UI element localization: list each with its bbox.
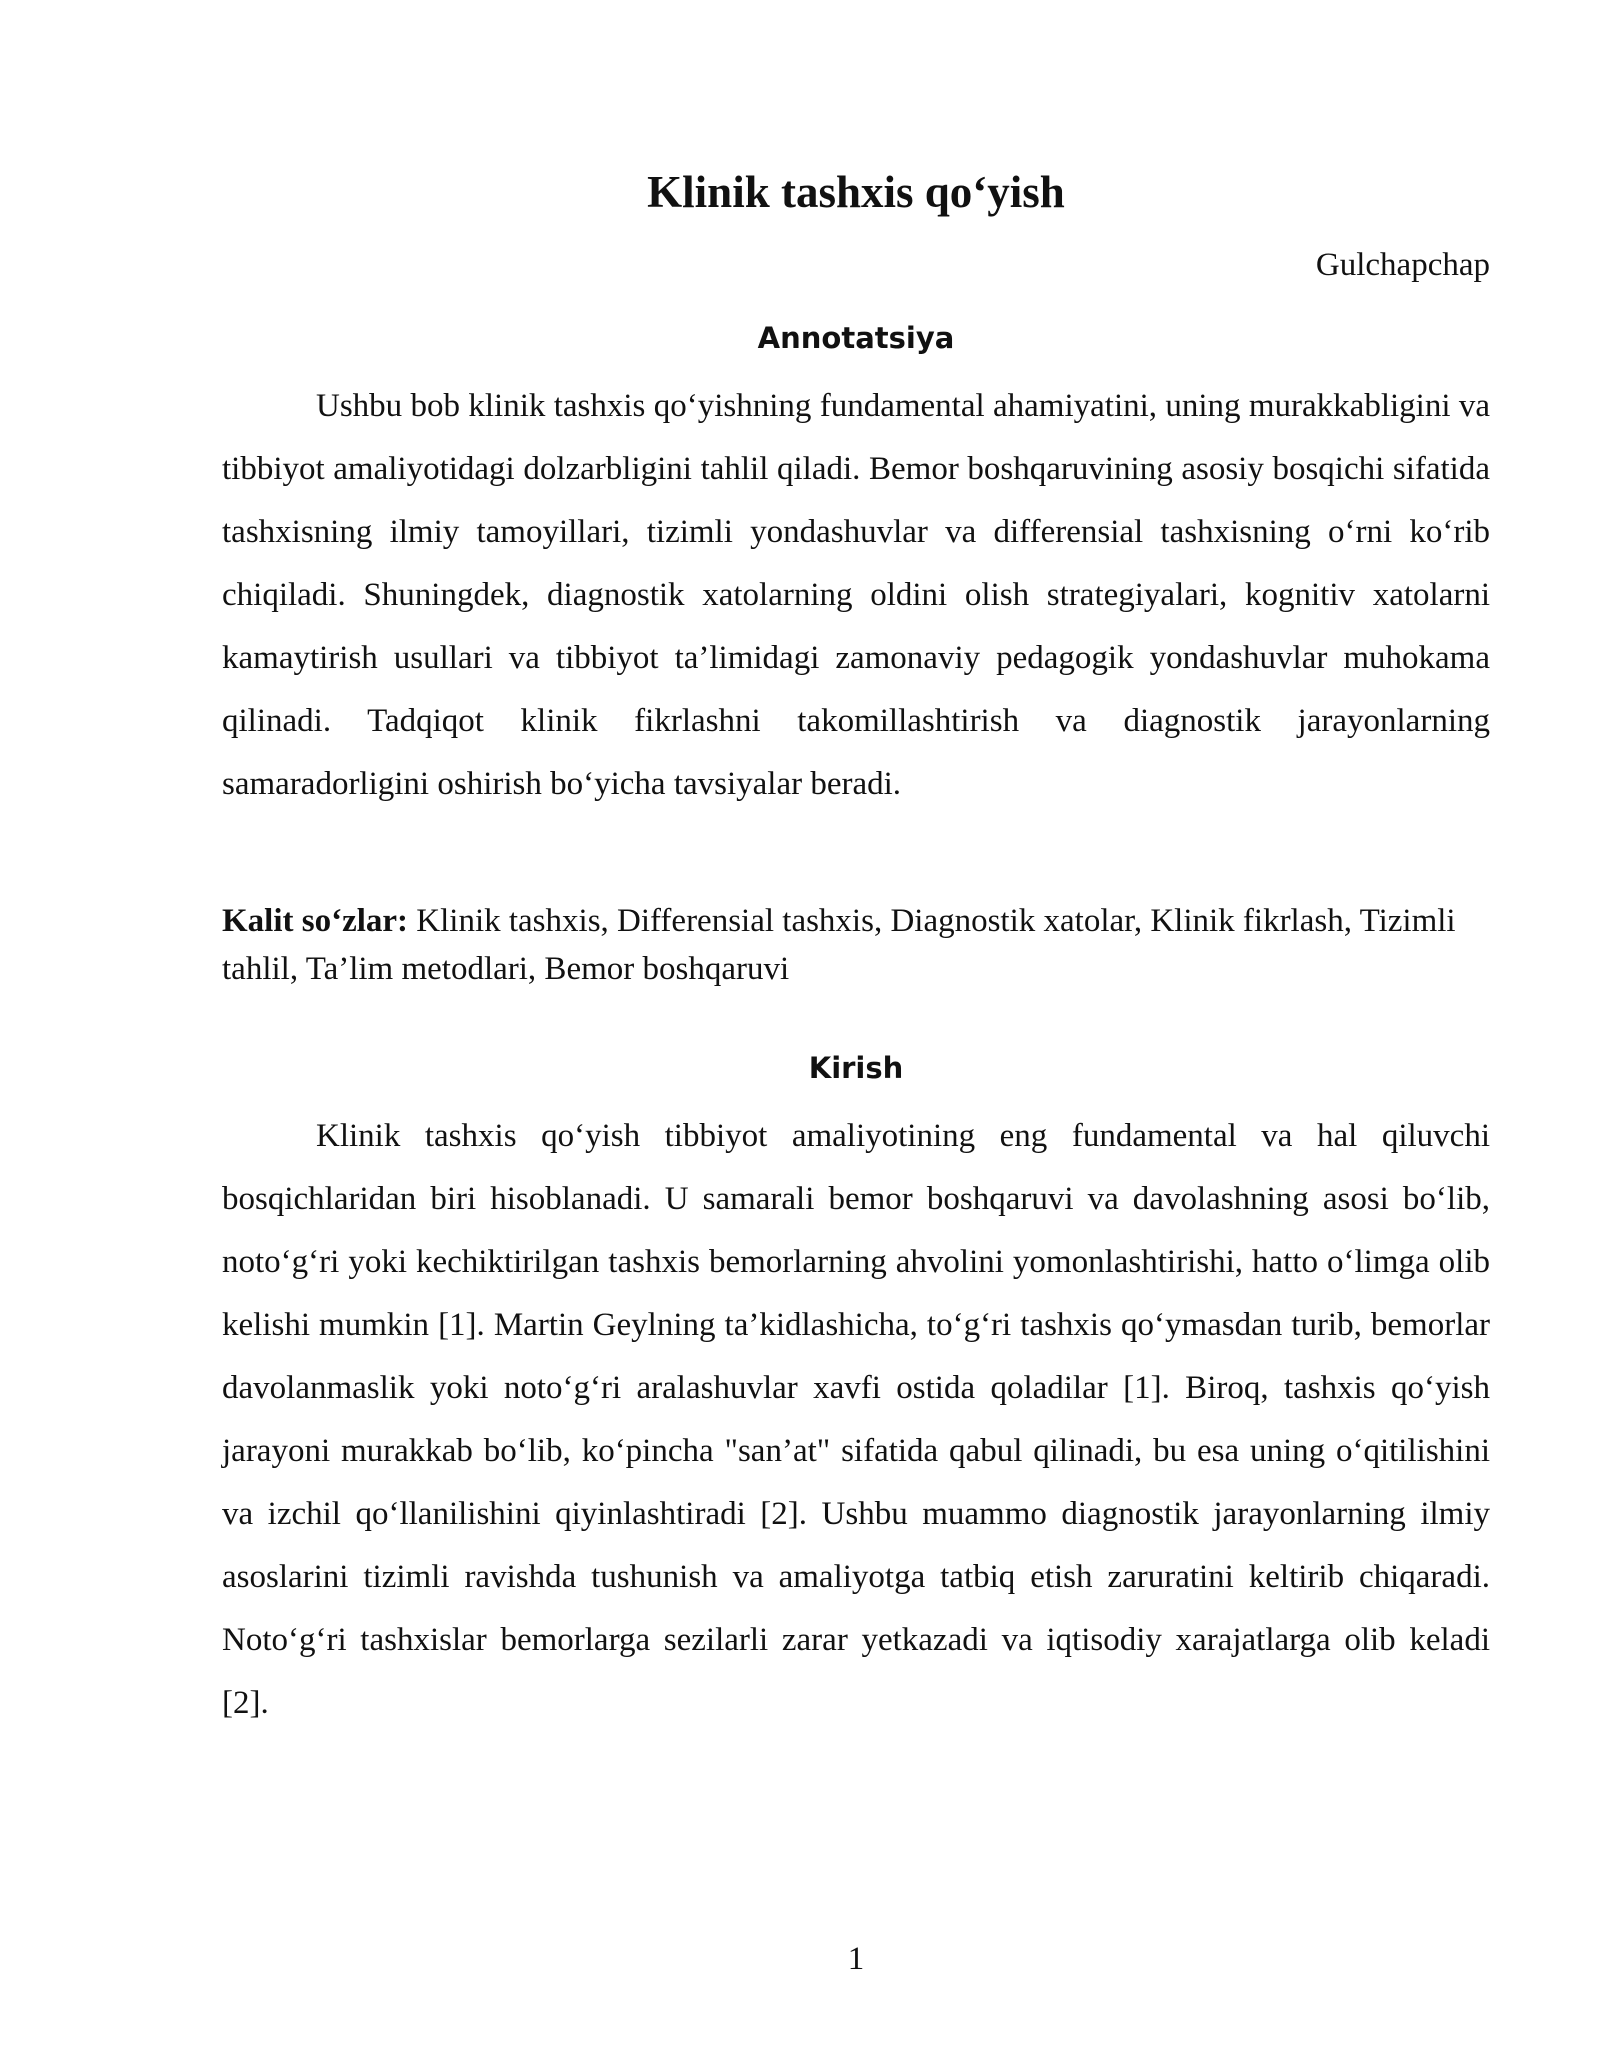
keywords-text: Klinik tashxis, Differensial tashxis, Diagnostik xatolar, Klinik fikrlash, Tizimli tahlil, Ta’lim metodlari, Bemor boshqaruvi xyxy=(222,903,1456,987)
document-page xyxy=(222,0,1490,2070)
introduction-paragraph: Klinik tashxis qo‘yish tibbiyot amaliyotining eng fundamental va hal qiluvchi bosqichlaridan biri hisoblanadi. U samarali bemor boshqaruvi va davolashning asosi bo‘lib, noto‘g‘ri yoki kechiktirilgan tashxis bemorlarning ahvolini yomonlashtirishi, hatto o‘limga olib kelishi mumkin [1]. Martin Geylning ta’kidlashicha, to‘g‘ri tashxis qo‘ymasdan turib, bemorlar davolanmaslik yoki noto‘g‘ri aralashuvlar xavfi ostida qoladilar [1]. Biroq, tashxis qo‘yish jarayoni murakkab bo‘lib, ko‘pincha "san’at" sifatida qabul qilinadi, bu esa uning o‘qitilishini va izchil qo‘llanilishini qiyinlashtiradi [2]. Ushbu muammo diagnostik jarayonlarning ilmiy asoslarini tizimli ravishda tushunish va amaliyotga tatbiq etish zaruratini keltirib chiqaradi. Noto‘g‘ri tashxislar bemorlarga sezilarli zarar yetkazadi va iqtisodiy xarajatlarga olib keladi [2]. xyxy=(222,1118,1490,1721)
keywords xyxy=(222,897,1490,993)
abstract-heading: Annotatsiya xyxy=(757,321,955,355)
abstract-paragraph: Ushbu bob klinik tashxis qo‘yishning fundamental ahamiyatini, uning murakkabligini va tibbiyot amaliyotidagi dolzarbligini tahlil qiladi. Bemor boshqaruvining asosiy bosqichi sifatida tashxisning ilmiy tamoyillari, tizimli yondashuvlar va differensial tashxisning o‘rni ko‘rib chiqiladi. Shuningdek, diagnostik xatolarning oldini olish strategiyalari, kognitiv xatolarni kamaytirish usullari va tibbiyot ta’limidagi zamonaviy pedagogik yondashuvlar muhokama qilinadi. Tadqiqot klinik fikrlashni takomillashtirish va diagnostik jarayonlarning samaradorligini oshirish bo‘yicha tavsiyalar beradi. xyxy=(222,388,1490,802)
keywords-label: Kalit so‘zlar: xyxy=(222,903,409,939)
document-title: Klinik tashxis qo‘yish xyxy=(647,167,1065,217)
page-number: 1 xyxy=(847,1941,865,1977)
introduction-heading: Kirish xyxy=(808,1051,904,1085)
author-name: Gulchapchap xyxy=(1315,247,1490,283)
